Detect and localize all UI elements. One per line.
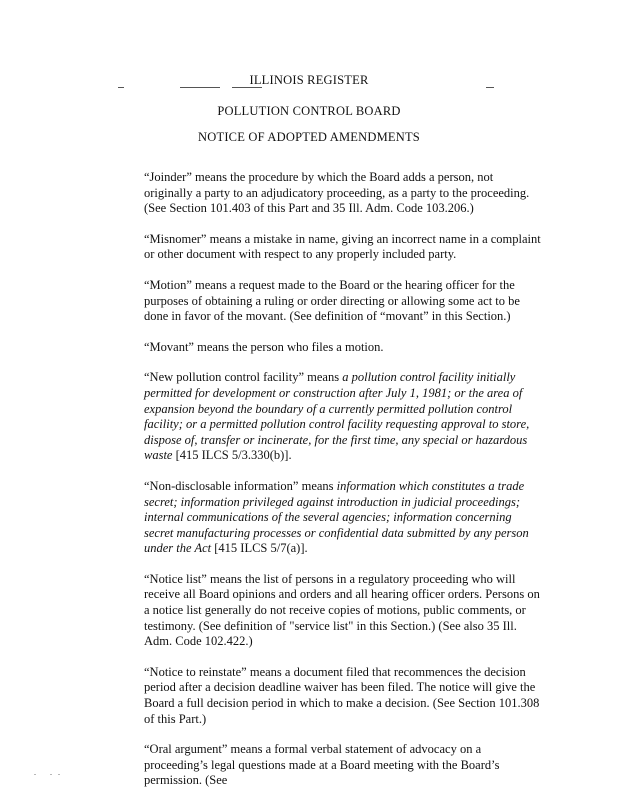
paragraph-text: “Misnomer” means a mistake in name, giving an incorrect name in a complaint or other document with respect to any properly included party. [144, 231, 541, 262]
definition-paragraph [144, 479, 544, 557]
scan-artifact-footer: . . . [34, 768, 62, 777]
paragraph-text: “Movant” means the person who files a motion. [144, 339, 384, 354]
paragraph-text: “Motion” means a request made to the Board or the hearing officer for the purposes of obtaining a ruling or order directing or allowing some act to be done in favor of the movant. (See definition of “movant” in this Section.) [144, 277, 520, 324]
statutory-quote: information which constitutes a trade secret; information privileged against introduction in judicial proceedings; internal communications of the several agencies; information concerning secret manufacturing processes or confidential data submitted by any person under the Act [144, 478, 529, 556]
paragraph-text: “Non-disclosable information” means [144, 478, 337, 493]
paragraph-text: “New pollution control facility” means [144, 370, 343, 385]
document-body [144, 170, 544, 804]
paragraph-text: “Joinder” means the procedure by which the Board adds a person, not originally a party to an adjudicatory proceeding, as a party to the proceeding. (See Section 101.403 of this Part and 35 Ill. Adm. Code 103.206.) [144, 170, 530, 216]
definition-paragraph [144, 232, 544, 263]
definition-paragraph [144, 572, 544, 650]
statutory-quote: a pollution control facility initially permitted for development or construction after July 1, 1981; or the area of expansion beyond the boundary of a currently permitted pollution control facility; or a permitted pollution control facility requesting approval to store, dispose of, transfer or incinerate, for the first time, any special or hazardous waste [144, 370, 530, 463]
definition-paragraph [144, 170, 544, 217]
definition-paragraph [144, 278, 544, 325]
paragraph-text: “Oral argument” means a formal verbal statement of advocacy on a proceeding’s legal questions made at a Board meeting with the Board’s permission. (See [144, 742, 500, 788]
definition-paragraph [144, 370, 544, 464]
definition-paragraph [144, 742, 544, 789]
definition-paragraph [144, 340, 544, 356]
paragraph-text: “Notice to reinstate” means a document filed that recommences the decision period after a decision deadline waiver has been filed. The notice will give the Board a full decision period in which to make a decision. (See Section 101.308 of this Part.) [144, 664, 540, 726]
paragraph-text: “Notice list” means the list of persons in a regulatory proceeding who will receive all Board opinions and orders and all hearing officer orders. Persons on a notice list generally do not receive copies of motions, public comments, or testimony. (See definition of "service list" in this Section.) (See also 35 Ill. Adm. Code 102.422.) [144, 571, 540, 649]
paragraph-text: [415 ILCS 5/3.330(b)]. [172, 448, 292, 463]
paragraph-text: [415 ILCS 5/7(a)]. [211, 541, 308, 556]
notice-title: NOTICE OF ADOPTED AMENDMENTS [198, 130, 420, 144]
register-title: ILLINOIS REGISTER [249, 73, 369, 87]
definition-paragraph [144, 665, 544, 727]
board-title: POLLUTION CONTROL BOARD [217, 104, 401, 118]
